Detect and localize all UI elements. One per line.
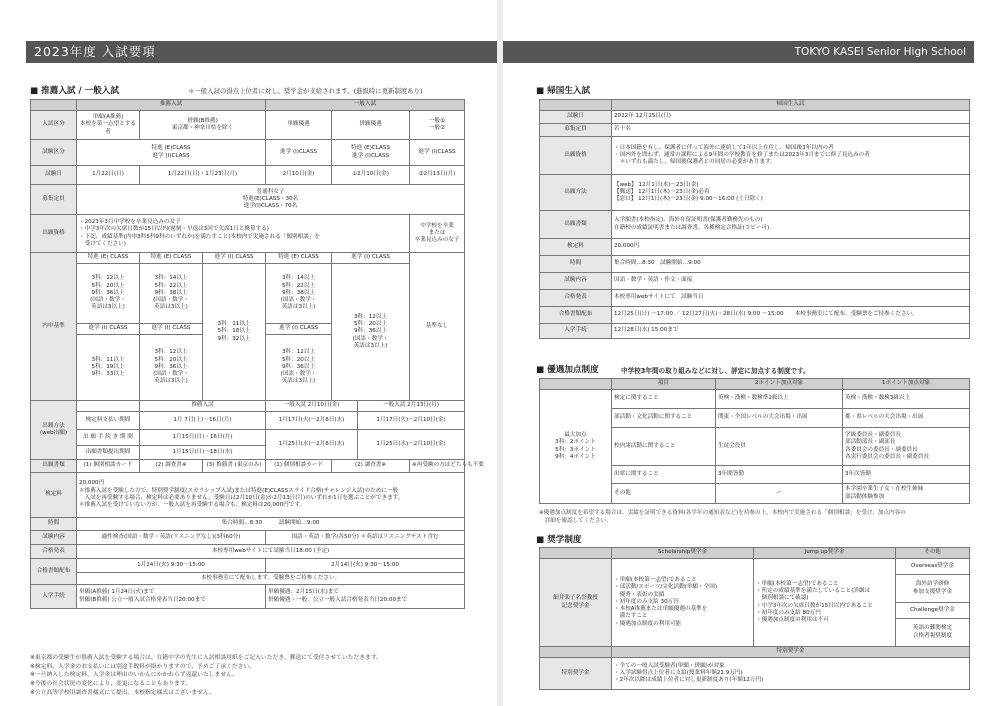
cell-value: 12月25日(日) 〜17:00 ／ 12月27日(火)・28日(水) 9:00 〜15:00 本校事務室にて配布。受験票をご持参ください。 (612, 307, 970, 324)
cell-tetsuzuki-ippan: 単願優遇：2月15日(水)まで 併願優遇・一般：公立一般入試合格発表当日20:00まで (266, 585, 465, 609)
kikoku-table (539, 99, 970, 339)
row-label: 入学手続 (540, 324, 612, 339)
naishin-value: 3科：12以上 5科：20以上 9科：36以上 (国語・数学・ 英語は3以上) (332, 264, 410, 401)
naishin-value: 3科：12以上 5科：20以上 9科：36以上 (国語・数学・ 英語は3以上) (266, 335, 332, 401)
section-title-kikoku: ■ 帰国生入試 (536, 84, 590, 96)
hoho-cell: 1月25日(水)〜2月8日(水) (266, 430, 358, 460)
naishin-value: 3科：11以上 5科：19以上 9科：33以上 (77, 335, 140, 401)
yugu-1pt: 英検・漢検・数検3級以上 (843, 390, 970, 409)
hoho-cell: 1月17日(火)〜2月10日(金) (358, 412, 465, 430)
shorui-item: (2) 調査書※ (332, 460, 410, 473)
yugu-table (539, 378, 970, 504)
row-label: 特別奨学金 (540, 658, 612, 690)
cell-date-3: 2月10日(金) (266, 166, 332, 185)
th-jumpup: Jump up奨学金 (754, 548, 896, 559)
hoho-label: 出 願 手 続 き 期 間 (77, 430, 140, 446)
yugu-footnote: ※優遇加点制度を希望する場合は、実績を証明できる資料(各学年の通知表など)を持参の上、本校内で実施される「個別相談」を受け、加点内容の 詳細を確認してください。 (539, 510, 906, 525)
row-label: 検定料 (540, 239, 612, 256)
row-label: 入試区分 (31, 111, 77, 140)
yugu-max-points: 最大加点 3科：2ポイント 5科：3ポイント 9科：4ポイント (540, 390, 612, 504)
th-other: その他 (896, 548, 970, 559)
row-label: 試験日 (540, 111, 612, 124)
cell-value: 若干名 (612, 124, 970, 137)
cell-value: 国語・数学・英語・作文・面接 (612, 273, 970, 290)
row-label: 時間 (540, 256, 612, 273)
naishin-head: 進学 (I) CLASS (332, 253, 410, 264)
cell-shiken-3: 進学 (I)CLASS (410, 140, 465, 166)
row-label: 試験内容 (31, 531, 77, 545)
cell-naiyo-ippan: 国語・英語・数学(各50分) ＊英語はリスニングテスト含む (266, 531, 465, 545)
yugu-2pt: 英検・漢検・数検準2級以上 (716, 390, 843, 409)
row-label: 募集定員 (31, 185, 77, 215)
row-label: 出願書類 (540, 211, 612, 239)
shorui-item: (3) 推薦書 (東京のみ) (203, 460, 266, 473)
page-title: 2023年度 入試要項 (26, 41, 497, 63)
shogaku-table (539, 547, 970, 690)
naishin-head: 特進 (E) CLASS (140, 253, 203, 264)
row-label: 合格書類配布 (540, 307, 612, 324)
section-title-yugu: ■ 優遇加点制度 (536, 363, 599, 375)
cell-happyo: 本校専用webサイトにて試験当日18:00 (予定) (77, 545, 465, 559)
th-ippan: 一般入試 (266, 100, 465, 111)
yugu-item: 出席に関すること (612, 466, 716, 484)
th-suisen: 推薦入試 (77, 100, 266, 111)
cell-value: 2022年 12月25日(日) (612, 111, 970, 124)
other-item: 海外語学研修 参加支援奨学金 (896, 575, 970, 603)
row-label: 時間 (31, 518, 77, 531)
cell-value: 本校専用webサイトにて 試験当日 (612, 290, 970, 307)
cell-kubun-tangan: 単願優遇 (266, 111, 332, 140)
yugu-1pt: 3年次皆勤 (843, 466, 970, 484)
shorui-item: (2) 調査書※ (140, 460, 203, 473)
cell-value: 12月28日(水) 15:00まで (612, 324, 970, 339)
th-scholarship: Scholarship奨学金 (612, 548, 754, 559)
row-label: 試験日 (31, 166, 77, 185)
th-kikoku: 帰国生入試 (612, 100, 970, 111)
cell-shiken-suisen: 特進 (E)CLASS 進学 (I)CLASS (77, 140, 266, 166)
cell-jikan: 集合時間…8:30 試験開始…9:00 (77, 518, 465, 531)
cell-kubun-heigan: 併願優遇 (332, 111, 410, 140)
yugu-2pt: 関東・全国レベルの大会出場・出展 (716, 409, 843, 428)
cell-value: 入学願書(本校指定)、海外在留証明書(保護者勤務先のもの) 在籍校の成績証明書または調査書、各種検定合格証(コピー可) (612, 211, 970, 239)
cell-shikaku-ippan: 中学校を卒業 または 卒業見込みの女子 (410, 215, 465, 253)
yugu-item: 校内諸活動に関すること (612, 428, 716, 466)
naishin-head: 特進 (E) CLASS (266, 253, 332, 264)
cell-haifu-ippan: 2月14日(火) 9:30〜15:00 (266, 559, 465, 573)
yugu-1pt: 本学園卒業生子女・在校生姉妹 部活動体験参加 (843, 484, 970, 504)
row-label: 細井楽子名誉教授 記念奨学金 (540, 559, 612, 647)
shorui-item: ※再受験の方はどちらも不要 (410, 460, 465, 473)
cell-date-4: ①2月10日(金) (332, 166, 410, 185)
hoho-head: 一般入試 2月10日(金) (266, 401, 358, 412)
hoho-head: 一般入試 2月13日(月) (358, 401, 465, 412)
yugu-2pt: ー (716, 484, 843, 504)
cell-kubun-b: 併願(B推薦) 東京都・神奈川県を除く (140, 111, 266, 140)
th-tokubetsu: 特別奨学金 (612, 647, 970, 658)
cell-date-1: 1月22日(日) (77, 166, 140, 185)
yugu-item: 部活動・文化活動に関すること (612, 409, 716, 428)
cell-boshu: 普通科女子 特進(E)CLASS・30名 進学(I)CLASS・70名 (77, 185, 465, 215)
cell-haifu-note: 本校事務室にて配布します。受験票をご持参ください。 (77, 573, 465, 585)
hoho-label: 検定料支払い期間 (77, 412, 140, 430)
row-label: 合格発表 (31, 545, 77, 559)
section-note: ＊一般入試の得点上位者に対し、奨学金が支給されます。(進級時に更新制度あり) (188, 87, 423, 95)
cell-kubun-a: 単願(A推薦) 本校を第一志望とする者 (77, 111, 140, 140)
cell-date-2: 1月22日(日)・1月23日(月) (140, 166, 266, 185)
yugu-2pt: 3年間皆勤 (716, 466, 843, 484)
hoho-cell: 1月 7日(土)〜16日(月) (140, 412, 266, 430)
naishin-value: 3科：14以上 5科：22以上 9科：38以上 (国語・数学・ 英語は3以上) (266, 264, 332, 324)
row-label: 内申基準 (31, 253, 77, 401)
row-label: 合格書類配布 (31, 559, 77, 585)
other-item: Challenge奨学金 (896, 603, 970, 619)
th-item: 項目 (612, 379, 716, 390)
cell-scholarship: ・単願(本校第一志望)であること ・部活動/スポーツ/文化活動(単願・全国) 優秀・表彰の実績 ・初年度のみ支給 30万円 ・本校A推薦または単願優遇の基準を 満たすこと ・優遇加点制度の利用可能 (612, 559, 754, 647)
yugu-item: その他 (612, 484, 716, 504)
other-item: Overseas奨学金 (896, 559, 970, 575)
row-label: 試験内容 (540, 273, 612, 290)
admission-table (30, 99, 484, 609)
cell-naishin-none: 基準なし (410, 253, 465, 401)
cell-value: 集合時間…8:30 試験開始…9:00 (612, 256, 970, 273)
cell-value: 【web】 12月1日(木)〜23日(金) 【郵送】 12月1日(木)〜23日(金)必着 【窓口】 12月1日(木)〜23日(金) 9:00〜16:00 (土日除く) (612, 175, 970, 211)
yugu-2pt: 生徒会役員 (716, 428, 843, 466)
cell-haifu-suisen: 1月24日(火) 9:30〜15:00 (77, 559, 266, 573)
hoho-label: 出願書類提出期間 (77, 446, 140, 460)
cell-jumpup: ・単願(本校第一志望)であること ・所定の成績基準を満たしていること(詳細は 個別相談にて確認) ・中学3年次の欠席日数が15日以内であること ・初年度のみ支給 80万円 ・優遇加点制度の利用は不可 (754, 559, 896, 647)
shorui-item: (1) 個別相談カード (77, 460, 140, 473)
naishin-head: 進学 (I) CLASS (77, 324, 140, 335)
cell-value: ・日本国籍を有し、保護者に伴って海外に連続して1年以上在住し、帰国後3年以内の者 ・国内外を問わず、通常の課程による9年間の学校教育を修了または2023年3月までに修了見込みの者 ＊いずれも満たし、帰国後保護者との同居の必要があります。 (612, 137, 970, 175)
cell-shiken-2: 特進 (E)CLASS 進学 (I)CLASS (332, 140, 410, 166)
row-label: 出願書類 (31, 460, 77, 473)
row-label: 募集定員 (540, 124, 612, 137)
row-label: 出願方法 (540, 175, 612, 211)
naishin-value: 3科：12以上 5科：20以上 9科：36以上 (国語・数学・ 英語は3以上) (140, 335, 203, 401)
section-note: 中学校3年間の取り組みなどに対し、評定に加点する制度です。 (621, 367, 810, 375)
hoho-head: 推薦入試 (140, 401, 266, 412)
cell-date-5: ②2月13日(月) (410, 166, 465, 185)
row-label: 出願方法 (web出願) (31, 401, 77, 460)
row-label: 出願資格 (31, 215, 77, 253)
row-label: 試験区分 (31, 140, 77, 166)
hoho-cell: 1月15日(日)〜18日(水) (140, 446, 266, 460)
section-title-suisen-ippan: ■ 推薦入試 / 一般入試 (30, 84, 119, 96)
cell-naiyo-suisen: 適性検査(国語・数学・英語(リスニングなし)(3科60分) (77, 531, 266, 545)
naishin-head: 進学 (I) CLASS (266, 324, 332, 335)
footnotes: ※東京都の受験生が推薦入試を受験する場合は、在籍中学の先生に入試相談用紙をご記入いただき、郵送にて受付させていただきます。 ※検定料、入学金のお支払いには別途手数料が掛かりますので、予めご了承ください。 ※一旦納入した検定料、入学金は理由のいかんにかかわらず返還いたしません。 ※今後の社会状況の変化により、変更になることもあります。 ※公立高等学校用調査書様式にて提出。本校指定様式はございません。 (30, 655, 382, 696)
naishin-head: 特進 (E) CLASS (77, 253, 140, 264)
row-label: 出願資格 (540, 137, 612, 175)
cell-value: 20,000円 (612, 239, 970, 256)
cell-kubun-ippan: 一般① 一般② (410, 111, 465, 140)
naishin-head: 進学 (I) CLASS (140, 324, 203, 335)
shorui-item: (1) 個別相談カード (266, 460, 332, 473)
left-page (0, 0, 497, 706)
school-name-header: TOKYO KASEI Senior High School (503, 41, 974, 63)
th-1pt: 1ポイント加点対象 (843, 379, 970, 390)
section-title-shogaku: ■ 奨学制度 (536, 533, 582, 545)
hoho-cell: 1月17日(火)〜2月8日(水) (266, 412, 358, 430)
yugu-1pt: 学級委員長・副委員長 部活動部長・副部長 各委員会の委員長・副委員長 各実行委員会の委員長・副委員長 (843, 428, 970, 466)
row-label: 合格発表 (540, 290, 612, 307)
cell-kenteiryo: 20,000円 ＊推薦入試を受験した方で、特別奨学制度(スカラシップ入試)または特進(E)CLASSスライド合格(チャレンジ入試)のために一般 入試を再受験する場合、検定料は必要ありません。受験日は2月10日(金)か2月13日(月)のいずれか1日を選ぶことができます。 ＊推薦入試を受けていない方が、一般入試を再受験する場合も、検定料は20,000円です。 (77, 473, 465, 518)
naishin-value: 3科：12以上 5科：20以上 9科：36以上 (国語・数学・ 英語は3以上) (77, 264, 140, 324)
cell-shiken-1: 進学 (I)CLASS (266, 140, 332, 166)
naishin-value: 3科：14以上 5科：22以上 9科：38以上 (国語・数学・ 英語は3以上) (140, 264, 203, 324)
row-label: 検定料 (31, 473, 77, 518)
yugu-1pt: 都・県レベルの大会出場・出展 (843, 409, 970, 428)
naishin-value: 3科：11以上 5科：18以上 9科：32以上 (203, 264, 266, 401)
hoho-cell: 1月15日(日)・16日(月) (140, 430, 266, 446)
cell-shikaku: ・2023年3月中学校を卒業見込みの女子 ・中学3年次の欠席日数が15日以内(遅刻・早退は3回で欠席1日と換算する) ・下記、成績基準(内申3科5科9科のいずれか)を満たすこと(本校内で実施される「個別相談」を 受けてください) (77, 215, 410, 253)
other-item: 英語の難関検定 合格者報奨制度 (896, 619, 970, 647)
cell-tetsuzuki-suisen: 単願(A推薦) 1月24日(火)まで 併願(B推薦) 公立一般入試合格発表当日20:00まで (77, 585, 266, 609)
row-label: 入学手続 (31, 585, 77, 609)
hoho-cell: 1月25日(水)〜2月10日(金) (358, 430, 465, 460)
cell-tokubetsu: ・全ての一般入試受験者(単願・併願)が対象 ・入学試験得点上位者に支給(授業料年額21.9万円) ・2年次以降は成績上位者に対し更新制度あり(年額12万円) (612, 658, 970, 690)
th-2pt: 2ポイント加点対象 (716, 379, 843, 390)
right-page (503, 0, 1000, 706)
naishin-head: 進学 (I) CLASS (203, 253, 266, 264)
yugu-item: 検定に関すること (612, 390, 716, 409)
